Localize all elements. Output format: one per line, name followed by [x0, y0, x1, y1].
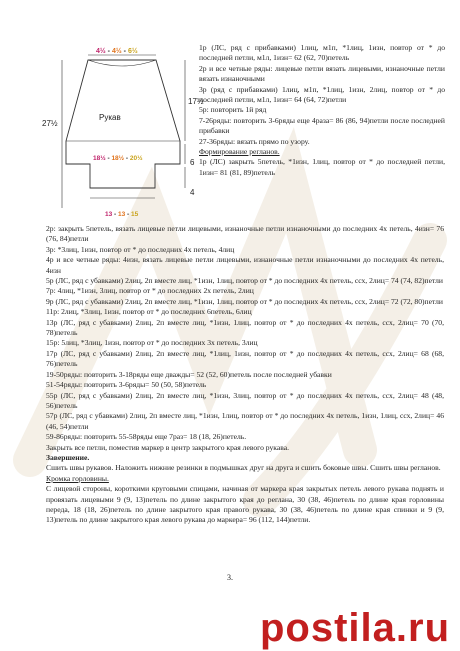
instruction-line: 19-50ряды: повторить 3-18ряды еще дважды= 52 (52, 60)петель после последней убавки	[46, 369, 332, 379]
instruction-line: 55р (ЛС, ряд с убавками) 2лиц, 2п вместе лиц, *1изн, 3лиц, повтор от * до последних 4х петель, ссх, 2лиц= 48 (48, 56)петель	[46, 390, 444, 410]
instruction-line: 57р (ЛС, ряд с убавками) 2лиц, 2п вместе лиц, *1изн, 1лиц, повтор от * до последних 4х петель, 1изн, 1лиц, ссх, 2лиц= 46 (46, 54)петли	[46, 411, 444, 431]
instruction-line: 3р: *3лиц, 1изн, повтор от * до последних 4х петель, 4лиц	[46, 244, 235, 254]
instruction-line: Сшить швы рукавов. Наложить нижние резинки в подмышках друг на друга и сшить боковые швы. Сшить швы регланов.	[46, 463, 441, 473]
instruction-line: 15р: 5лиц, *3лиц, 1изн, повтор от * до последних 3х петель, 3лиц	[46, 338, 258, 348]
instruction-line: 5р (ЛС, ряд с убавками) 2лиц, 2п вместе лиц, *1изн, 1лиц, повтор от * до последних 4х петель, ссх, 2лиц= 74 (74, 82)петли	[46, 276, 443, 286]
sleeve-name-label: Рукав	[99, 113, 121, 122]
instruction-line: 1р (ЛС, ряд с прибавками) 1лиц, м1п, *1лиц, 1изн, повтор от * до последней петли, м1л, 1изн= 62 (62, 70)петель	[199, 43, 445, 63]
cuff-height-label-2: 4	[190, 188, 195, 197]
instruction-line: 51-54ряды: повторить 3-6ряды= 50 (50, 58)петель	[46, 380, 207, 390]
total-height-label: 27½	[42, 119, 58, 128]
bottom-width-label: 13 - 13 - 15	[105, 211, 139, 218]
instruction-line: 17р (ЛС, ряд с убавками) 2лиц, 2п вместе лиц, *1лиц, 1изн, повтор от * до последних 4х петель, ссх, 2лиц= 68 (68, 76)петель	[46, 348, 444, 369]
sleeve-schematic	[20, 38, 205, 238]
instruction-line: 9р (ЛС, ряд с убавками) 2лиц, 2п вместе лиц, *1изн, 1лиц, повтор от * до последних 4х петель, ссх, 2лиц= 72 (72, 80)петли	[46, 296, 443, 306]
section-heading-finish: Завершение.	[46, 452, 90, 462]
section-heading-raglan: Формирование регланов.	[199, 147, 280, 157]
instruction-line: С лицевой стороны, короткими круговыми спицами, начиная от маркера края закрытых петель левого рукава поднять и провязать лицевыми 9 (9, 13)петель по длине закрытого края до реглана, 30 (38, 46)петель по длине края горловины переда, 18 (18, 26)петель по длине закрытого края правого рукава, 30 (38, 46)петель по длине края спинки и 9 (9, 13)петель по длине закрытого края левого рукава до маркера= 96 (112, 144)петли.	[46, 484, 444, 525]
cuff-height-label-1: 6	[190, 158, 195, 167]
footer-brand-logo[interactable]: postila.ru	[260, 606, 451, 650]
sleeve-shape	[20, 38, 205, 238]
instruction-line: 7р: 4лиц, *1изн, 3лиц, повтор от * до последних 2х петель, 2лиц	[46, 286, 254, 296]
instructions-column	[199, 43, 445, 178]
instruction-line: 2р и все четные ряды: лицевые петли вязать лицевыми, изнаночные петли вязать изнаночными	[199, 63, 445, 84]
upper-height-label: 17½	[188, 97, 204, 106]
instruction-line: 13р (ЛС, ряд с убавками) 2лиц, 2п вместе лиц, *1изн, 1лиц, повтор от * до последних 4х петель, ссх, 2лиц= 70 (70, 78)петель	[46, 317, 444, 338]
instruction-line: 3р (ряд с прибавками) 1лиц, м1п, *1лиц, 1изн, 2лиц, повтор от * до последней петли, м1л, 1изн= 64 (64, 72)петли	[199, 84, 445, 105]
instruction-line: Закрыть все петли, поместив маркер в центр закрытого края левого рукава.	[46, 442, 289, 452]
instruction-line: 2р: закрыть 5петель, вязать лицевые петли лицевыми, изнаночные петли изнаночными до последних 4х петель, 4изн= 76 (76, 84)петли	[46, 224, 444, 244]
instruction-line: 7-26ряды: повторить 3-6ряды еще 4раза= 86 (86, 94)петли после последней прибавки	[199, 115, 445, 136]
page-number: 3.	[227, 573, 233, 582]
instruction-line: 1р (ЛС) закрыть 5петель, *1изн, 1лиц, повтор от * до последней петли, 1изн= 81 (81, 89)петель	[199, 157, 445, 177]
instruction-line: 11р: 2лиц, *3лиц, 1изн, повтор от * до последних 6петель, 6лиц	[46, 307, 252, 317]
instruction-line: 5р: повторить 1й ряд	[199, 105, 267, 115]
instruction-line: 27-36ряды: вязать прямо по узору.	[199, 136, 310, 146]
instruction-line: 59-86ряды: повторить 55-58ряды еще 7раз= 18 (18, 26)петель.	[46, 432, 247, 442]
section-heading-neck: Кромка горловины.	[46, 473, 109, 483]
mid-width-label: 18½ - 18½ - 20½	[93, 155, 143, 162]
top-width-label: 4½ - 4½ - 6½	[96, 48, 138, 55]
instruction-line: 4р и все четные ряды: 4изн, вязать лицевые петли лицевыми, изнаночные петли изнаночными до последних 4х петель, 4изн	[46, 255, 444, 275]
instructions-body	[46, 224, 444, 526]
